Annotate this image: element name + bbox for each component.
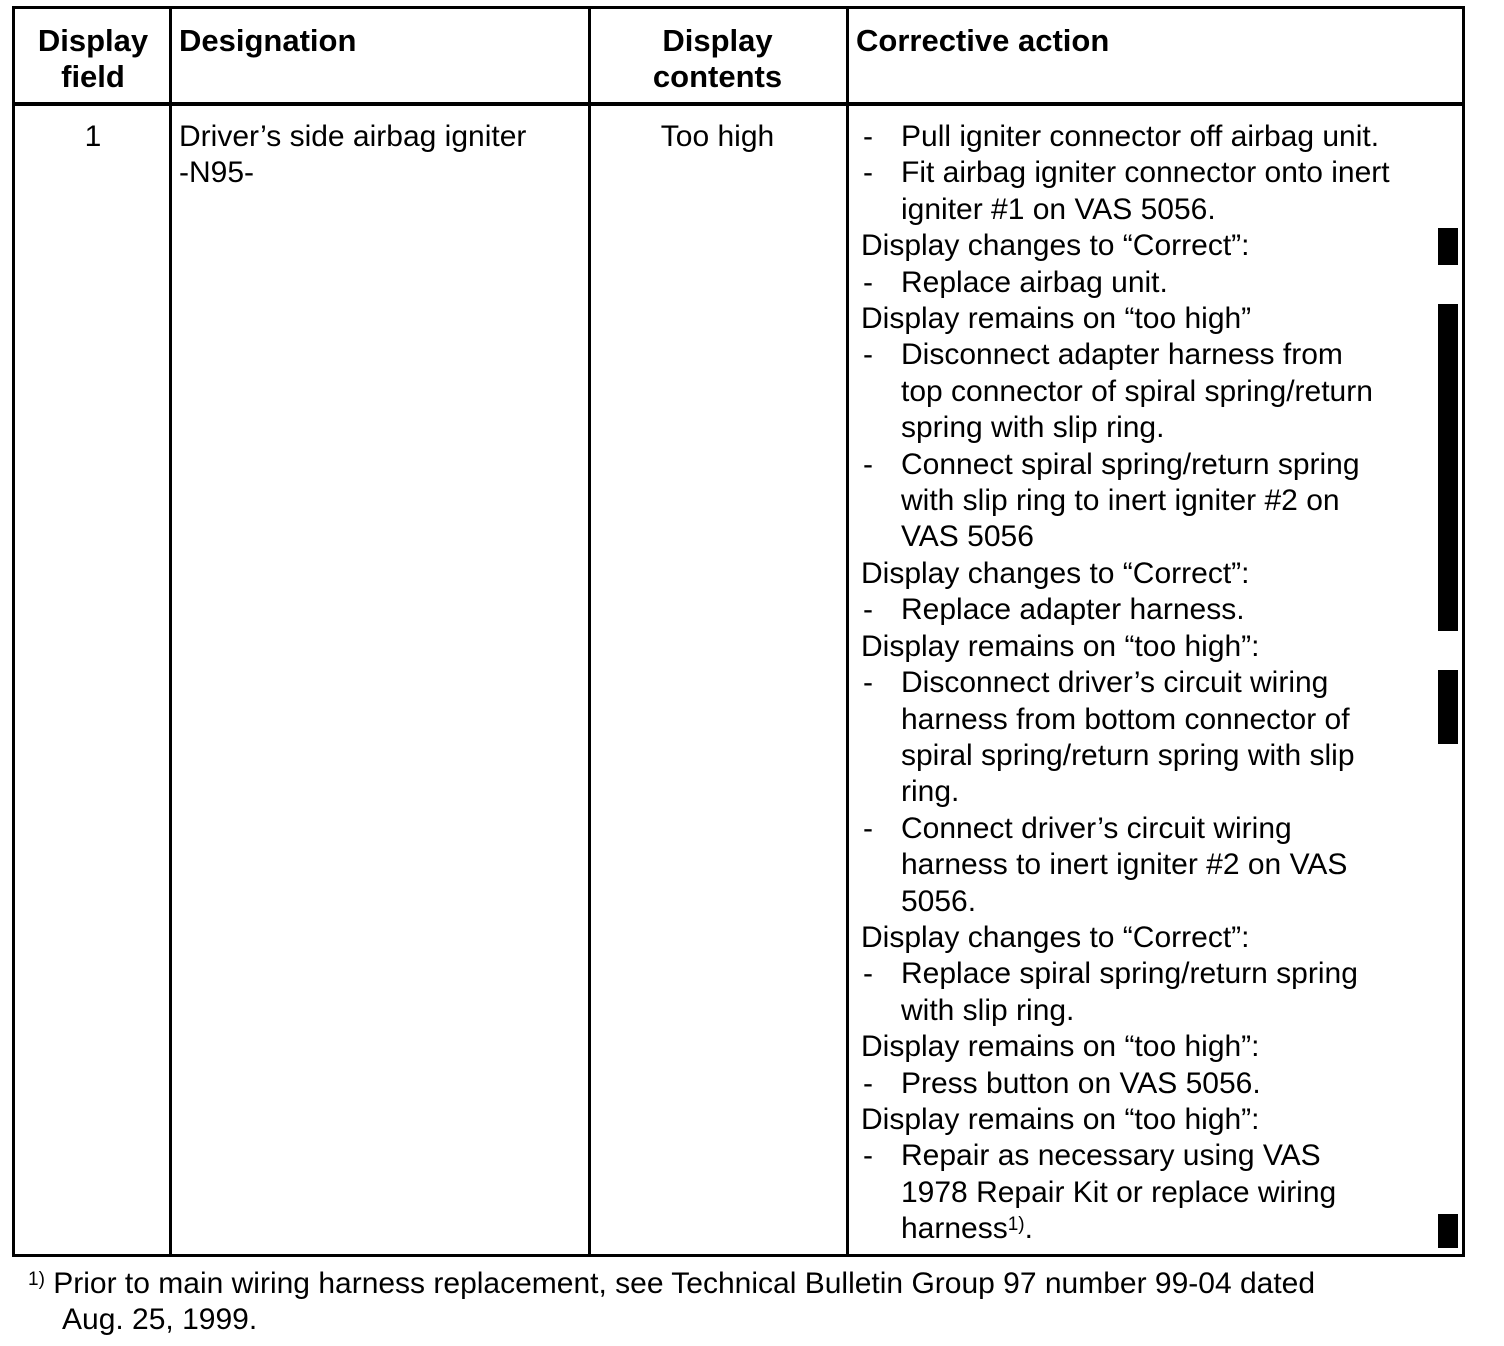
change-bar xyxy=(1438,670,1458,744)
bullet-dash: - xyxy=(863,1066,873,1100)
action-step-line: - Connect driver’s circuit wiring xyxy=(859,811,1439,847)
footnote-marker: 1) xyxy=(28,1269,45,1290)
header-display-field: Display field xyxy=(37,23,149,94)
footnote-line: Prior to main wiring harness replacement, see Technical Bulletin Group 97 number 99-04 dated xyxy=(53,1267,1316,1300)
action-step-line: - Pull igniter connector off airbag unit. xyxy=(859,119,1439,155)
action-step-line: with slip ring. xyxy=(901,993,1075,1027)
bullet-dash: - xyxy=(863,447,873,481)
bullet-dash: - xyxy=(863,156,873,190)
action-step-line: - Disconnect driver’s circuit wiring xyxy=(859,665,1439,701)
action-step-line: with slip ring to inert igniter #2 on xyxy=(901,484,1340,518)
header-display-contents: Display contents xyxy=(652,23,783,94)
action-condition-line: Display remains on “too high”: xyxy=(861,1102,1260,1136)
column-divider xyxy=(588,9,591,1254)
diagnostic-table xyxy=(12,6,1465,1257)
action-condition-line: Display remains on “too high” xyxy=(861,302,1252,336)
change-bar xyxy=(1438,304,1458,631)
action-step-line: spring with slip ring. xyxy=(901,411,1165,445)
action-step-line: harness from bottom connector of xyxy=(901,702,1350,736)
header-divider xyxy=(15,102,1462,106)
action-condition-line: Display remains on “too high”: xyxy=(861,1030,1260,1064)
bullet-dash: - xyxy=(863,338,873,372)
footnote-line: Aug. 25, 1999. xyxy=(62,1303,258,1336)
column-divider xyxy=(169,9,172,1254)
action-step-line: harness$^{1)}$. xyxy=(901,1212,1033,1246)
designation-value: Driver’s side airbag igniter -N95- xyxy=(179,120,527,190)
header-corrective-action: Corrective action xyxy=(856,23,1110,58)
corrective-action-list xyxy=(859,119,1439,1248)
bullet-dash: - xyxy=(863,120,873,153)
display-field-value: 1 xyxy=(84,120,102,153)
action-condition-line: Display changes to “Correct”: xyxy=(861,556,1250,590)
action-step-line: - Press button on VAS 5056. xyxy=(859,1066,1439,1102)
bullet-dash: - xyxy=(863,1139,873,1173)
action-step-line: - Replace adapter harness. xyxy=(859,592,1439,628)
action-step-line: ring. xyxy=(901,775,960,809)
action-step-line: - Replace spiral spring/return spring xyxy=(859,956,1439,992)
action-step-line: VAS 5056 xyxy=(901,520,1034,554)
action-step-line: harness to inert igniter #2 on VAS xyxy=(901,848,1348,882)
action-condition-line: Display remains on “too high”: xyxy=(861,629,1260,663)
change-bar xyxy=(1438,1214,1458,1248)
action-step-line: 5056. xyxy=(901,884,977,918)
action-condition-line: Display changes to “Correct”: xyxy=(861,920,1250,954)
action-step-line: 1978 Repair Kit or replace wiring xyxy=(901,1175,1337,1209)
action-step-line: - Fit airbag igniter connector onto inert xyxy=(859,155,1439,191)
action-step-line: igniter #1 on VAS 5056. xyxy=(901,192,1216,226)
footnote-ref: 1) xyxy=(1007,1214,1025,1236)
action-step-line: - Replace airbag unit. xyxy=(859,265,1439,301)
column-divider xyxy=(846,9,849,1254)
bullet-dash: - xyxy=(863,811,873,845)
action-step-line: - Disconnect adapter harness from xyxy=(859,337,1439,373)
action-step-line: - Repair as necessary using VAS xyxy=(859,1138,1439,1174)
action-step-line: spiral spring/return spring with slip xyxy=(901,738,1355,772)
bullet-dash: - xyxy=(863,957,873,991)
action-step-line: - Connect spiral spring/return spring xyxy=(859,447,1439,483)
display-contents-value: Too high xyxy=(660,120,775,153)
bullet-dash: - xyxy=(863,265,873,299)
bullet-dash: - xyxy=(863,593,873,627)
footnote xyxy=(28,1266,1468,1338)
header-designation: Designation xyxy=(179,23,357,58)
bullet-dash: - xyxy=(863,666,873,700)
change-bar xyxy=(1438,228,1458,265)
action-step-line: top connector of spiral spring/return xyxy=(901,374,1373,408)
action-condition-line: Display changes to “Correct”: xyxy=(861,229,1250,263)
